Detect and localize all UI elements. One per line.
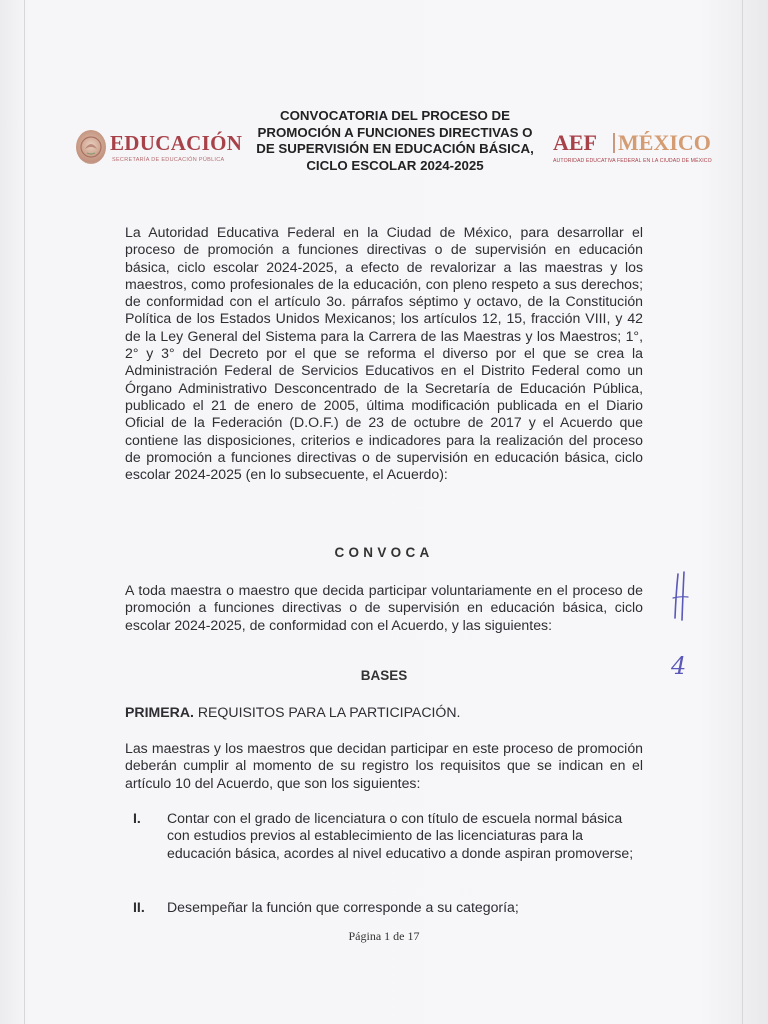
title-line: PROMOCIÓN A FUNCIONES DIRECTIVAS O (257, 124, 533, 140)
requisitos-paragraph: Las maestras y los maestros que decidan participar en este proceso de promoción deberán cumplir al momento de su registro los requisitos que se indican en el artículo 10 del Acuerdo, que son los siguientes: (125, 740, 643, 791)
handwritten-initial-mark (668, 568, 696, 628)
list-item-text: Contar con el grado de licenciatura o con título de escuela normal básica con estudios previos al establecimiento de las licenciaturas para la educación básica, acordes al nivel educativo a donde aspiran promoverse; (167, 810, 634, 861)
primera-title: REQUISITOS PARA LA PARTICIPACIÓN. (197, 704, 461, 720)
document-header (0, 108, 768, 178)
document-title (250, 108, 540, 174)
primera-label: PRIMERA. (125, 704, 194, 720)
intro-paragraph: La Autoridad Educativa Federal en la Ciudad de México, para desarrollar el proceso de promoción a funciones directivas o de supervisión en educación básica, ciclo escolar 2024-2025, a efecto de revalorizar a las maestras y los maestros, como profesionales de la educación, con pleno respeto a sus derechos; de conformidad con el artículo 3o. párrafos séptimo y octavo, de la Constitución Política de los Estados Unidos Mexicanos; los artículos 12, 15, fracción VIII, y 42 de la Ley General del Sistema para la Carrera de las Maestras y los Maestros; 1°, 2° y 3° del Decreto por el que se reforma el diverso por el que se crea la Administración Federal de Servicios Educativos en el Distrito Federal como un Órgano Administrativo Desconcentrado de la Secretaría de Educación Pública, publicado el 21 de enero de 2005, última modificación publicada en el Diario Oficial de la Federación (D.O.F.) de 23 de octubre de 2017 y el Acuerdo que contiene las disposiciones, criterios e indicadores para la realización del proceso de promoción a funciones directivas o de supervisión en educación básica, ciclo escolar 2024-2025 (en lo subsecuente, el Acuerdo): (125, 224, 643, 483)
educacion-logo (76, 130, 246, 170)
handwritten-number: 4 (671, 652, 687, 680)
title-line: CONVOCATORIA DEL PROCESO DE (279, 108, 510, 123)
bases-heading: BASES (360, 668, 408, 683)
educacion-wordmark: EDUCACIÓN (110, 131, 243, 155)
logo-divider (613, 133, 615, 153)
list-item-text: Desempeñar la función que corresponde a su categoría; (167, 899, 519, 915)
title-line: CICLO ESCOLAR 2024-2025 (306, 157, 484, 173)
convoca-paragraph: A toda maestra o maestro que decida participar voluntariamente en el proceso de promoción a funciones directivas o de supervisión en educación básica, ciclo escolar 2024-2025, de conformidad con el Acuerdo, y las siguientes: (125, 582, 643, 633)
national-seal-icon (76, 130, 106, 164)
primera-heading (125, 704, 460, 720)
mexico-wordmark: MÉXICO (618, 130, 711, 155)
aef-subtitle: AUTORIDAD EDUCATIVA FEDERAL EN LA CIUDAD DE MÉXICO (553, 158, 712, 164)
aef-mexico-logo (553, 130, 712, 170)
aef-wordmark: AEF (553, 130, 597, 155)
page-number: Página 1 de 17 (348, 929, 420, 943)
list-item-number: I. (133, 810, 141, 826)
convoca-heading: CONVOCA (334, 545, 434, 560)
title-line: DE SUPERVISIÓN EN EDUCACIÓN BÁSICA, (256, 141, 534, 156)
list-item-number: II. (133, 899, 145, 915)
educacion-subtitle: SECRETARÍA DE EDUCACIÓN PÚBLICA (112, 157, 225, 163)
